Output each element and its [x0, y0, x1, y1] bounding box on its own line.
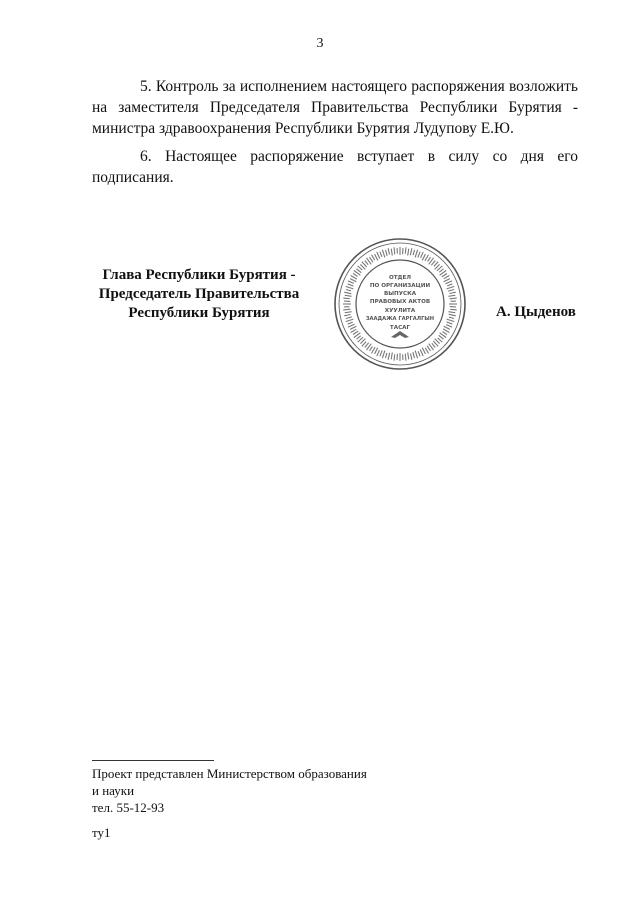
seal-ring-mark: [447, 319, 455, 321]
seal-ring-mark: [391, 249, 392, 256]
seal-ring-mark: [348, 284, 354, 286]
seal-ring-mark: [350, 326, 356, 329]
seal-ring-mark: [450, 309, 456, 310]
seal-ring-mark: [351, 329, 357, 332]
seal-line: ВЫПУСКА: [383, 291, 417, 297]
seal-ring-mark: [431, 260, 435, 265]
seal-ring-mark: [365, 343, 369, 348]
seal-ring-mark: [370, 257, 373, 262]
seal-ring-mark: [413, 352, 415, 358]
seal-ring-mark: [346, 317, 352, 319]
seal-ring-mark: [348, 324, 355, 327]
seal-ring-mark: [449, 317, 454, 318]
seal-ring-mark: [346, 319, 354, 321]
official-seal-stamp: [333, 237, 467, 371]
seal-ring-mark: [382, 250, 384, 258]
seal-ring-mark: [411, 353, 412, 359]
seal-ring-mark: [421, 252, 424, 258]
seal-ring-mark: [449, 314, 456, 316]
seal-ring-mark: [394, 247, 395, 254]
seal-ring-mark: [343, 298, 349, 299]
footnote-line: Проект представлен Министерством образования: [92, 766, 367, 781]
seal-ring-mark: [427, 346, 430, 351]
paragraph-6: 6. Настоящее распоряжение вступает в силу со дня его подписания.: [92, 148, 578, 186]
seal-ring-mark: [405, 247, 406, 253]
seal-ring-mark: [343, 309, 350, 310]
page-number: 3: [316, 36, 324, 51]
seal-ring-mark: [446, 322, 452, 324]
seal-ring-mark: [375, 348, 378, 354]
seal-ring-mark: [442, 274, 447, 277]
seal-ring-mark: [415, 250, 417, 258]
seal-ring-mark: [346, 286, 354, 288]
seal-ring-mark: [447, 286, 455, 288]
seal-ring-mark: [447, 284, 452, 286]
seal-ring-mark: [353, 331, 358, 334]
seal-ring-mark: [405, 354, 406, 361]
seal-ring-mark: [356, 269, 361, 273]
seal-ring-mark: [446, 325, 452, 328]
seal-ring-mark: [375, 254, 378, 260]
seal-line: ОТДЕЛ: [388, 275, 412, 281]
seal-ring-mark: [380, 350, 382, 356]
seal-ring-mark: [386, 250, 388, 256]
seal-ring-mark: [344, 292, 351, 294]
seal-ring-mark: [348, 322, 353, 324]
seal-ring-mark: [420, 349, 423, 356]
seal-line: ХУУЛИТА: [384, 308, 416, 314]
seal-ring-mark: [432, 343, 435, 347]
seal-ring-mark: [344, 315, 350, 316]
seal-ring-mark: [448, 312, 455, 313]
seal-ring-mark: [345, 295, 352, 296]
signatory-title-line: Председатель Правительства: [98, 286, 300, 302]
seal-ring-mark: [356, 336, 360, 339]
seal-ring-mark: [445, 281, 452, 284]
seal-ring-mark: [444, 279, 450, 282]
seal-ring-mark: [408, 249, 409, 256]
seal-ring-mark: [394, 354, 395, 360]
author-code: ту1: [92, 825, 111, 840]
footnote-line: тел. 55-12-93: [92, 800, 165, 815]
seal-ring-mark: [448, 295, 455, 296]
seal-ring-mark: [370, 346, 373, 351]
footnote-line: и науки: [92, 783, 135, 798]
seal-ring-mark: [422, 254, 425, 260]
seal-ring-mark: [350, 279, 356, 282]
seal-ring-mark: [418, 252, 420, 258]
seal-ring-mark: [348, 281, 354, 284]
signatory-title: [86, 266, 312, 323]
seal-ring-mark: [408, 352, 409, 359]
seal-ring-mark: [377, 252, 380, 259]
seal-ring-mark: [444, 326, 450, 329]
seal-ring-mark: [346, 290, 351, 291]
seal-ring-mark: [415, 351, 417, 359]
seal-ring-mark: [372, 255, 375, 261]
seal-ring-mark: [442, 332, 447, 335]
seal-ring-mark: [358, 266, 363, 270]
paragraph-5: 5. Контроль за исполнением настоящего распоряжения возложить на заместителя Председателя Правительства Республики Бурятия - министра здравоохранения Республики Бурятия Лудупову Е.Ю.: [92, 78, 578, 137]
seal-ring-mark: [439, 335, 444, 339]
seal-ring-mark: [410, 248, 412, 255]
seal-ring-mark: [388, 248, 389, 254]
signatory-title-line: Глава Республики Бурятия -: [102, 267, 296, 283]
seal-ring-mark: [365, 260, 368, 264]
seal-ring-mark: [377, 350, 380, 356]
seal-line: ТАСАГ: [389, 325, 411, 331]
seal-ring-mark: [418, 351, 420, 356]
seal-ring-mark: [439, 269, 443, 272]
seal-ring-mark: [386, 353, 387, 358]
seal-ring-mark: [450, 298, 457, 299]
seal-ring-mark: [362, 342, 366, 347]
seal-ring-mark: [438, 338, 443, 342]
seal-ring-mark: [391, 352, 392, 359]
seal-ring-mark: [353, 274, 358, 277]
footnote: [92, 765, 367, 816]
seal-line: ПО ОРГАНИЗАЦИИ: [369, 283, 431, 289]
signatory-name: А. Цыденов: [496, 304, 576, 320]
seal-line: ПРАВОВЫХ АКТОВ: [369, 299, 431, 305]
seal-ring-mark: [380, 252, 382, 257]
seal-ring-mark: [448, 290, 454, 292]
footnote-divider: [92, 760, 214, 761]
seal-ring-mark: [425, 348, 428, 354]
seal-ring-mark: [382, 351, 384, 359]
seal-ring-mark: [434, 262, 438, 267]
seal-ring-mark: [388, 353, 390, 360]
seal-line: ЗААДАЖА ГАРГАЛГЫН: [365, 316, 435, 322]
seal-ring-mark: [444, 276, 450, 279]
seal-ring-mark: [345, 312, 352, 313]
signatory-title-line: Республики Бурятия: [128, 305, 270, 321]
seal-ring-mark: [449, 292, 455, 293]
seal-ring-mark: [422, 348, 425, 354]
seal-ring-mark: [428, 257, 431, 262]
seal-ring-mark: [413, 250, 414, 255]
